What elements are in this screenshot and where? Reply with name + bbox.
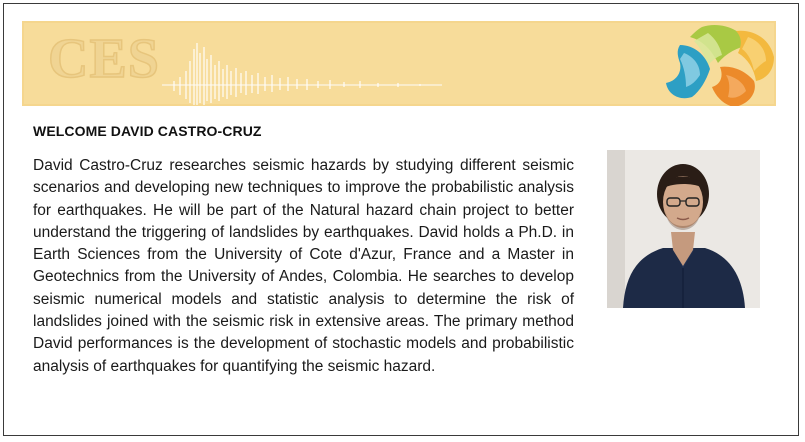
article-body: David Castro-Cruz researches seismic hazards by studying different seismic scenarios and developing new techniques to improve the probabilistic analysis for earthquakes. He will be part of the Natural hazard chain project to better understand the triggering of landslides by earthquakes. David holds a Ph.D. in Earth Sciences from the University of Cote d'Azur, France and a Master in Geotechnics from the University of Andes, Colombia. He searches to develop seismic numerical models and statistic analysis to determine the risk of landslides joined with the seismic risk in extensive areas. The primary method David performances is the development of stochastic models and probabilistic analysis of earthquakes for quantifying the seismic hazard. — [33, 157, 574, 375]
portrait-photo — [607, 150, 760, 308]
ces-logo-mark — [650, 23, 775, 106]
article-title: WELCOME DAVID CASTRO-CRUZ — [33, 123, 262, 139]
ces-logo-text: CES — [48, 28, 160, 90]
seismic-waveform-graphic — [162, 41, 442, 105]
header-banner — [22, 21, 776, 106]
